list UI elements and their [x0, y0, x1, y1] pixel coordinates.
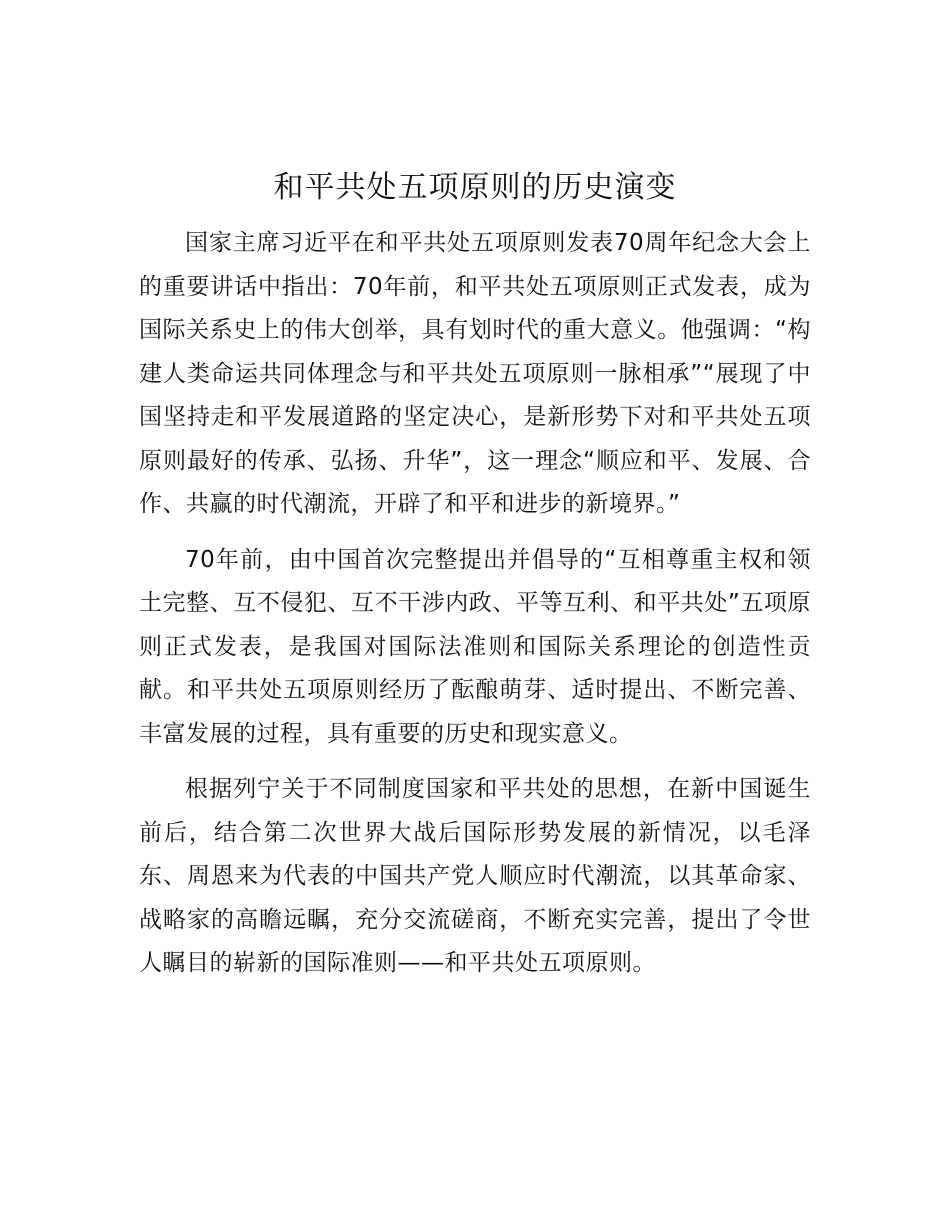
paragraph-1: 国家主席习近平在和平共处五项原则发表70周年纪念大会上的重要讲话中指出：70年前，和平共处五项原则正式发表，成为国际关系史上的伟大创举，具有划时代的重大意义。他强调：“构建人类命运共同体理念与和平共处五项原则一脉相承”“展现了中国坚持走和平发展道路的坚定决心，是新形势下对和平共处五项原则最好的传承、弘扬、升华”，这一理念“顺应和平、发展、合作、共赢的时代潮流，开辟了和平和进步的新境界。” — [139, 230, 811, 517]
document-body — [139, 222, 811, 998]
paragraph-3: 根据列宁关于不同制度国家和平共处的思想，在新中国诞生前后，结合第二次世界大战后国际形势发展的新情况，以毛泽东、周恩来为代表的中国共产党人顺应时代潮流，以其革命家、战略家的高瞻远瞩，充分交流磋商，不断充实完善，提出了令世人瞩目的崭新的国际准则——和平共处五项原则。 — [139, 776, 811, 976]
paragraph-2: 70年前，由中国首次完整提出并倡导的“互相尊重主权和领土完整、互不侵犯、互不干涉内政、平等互利、和平共处”五项原则正式发表，是我国对国际法准则和国际关系理论的创造性贡献。和平共处五项原则经历了酝酿萌芽、适时提出、不断完善、丰富发展的过程，具有重要的历史和现实意义。 — [139, 546, 811, 747]
document-title: 和平共处五项原则的历史演变 — [273, 170, 677, 205]
